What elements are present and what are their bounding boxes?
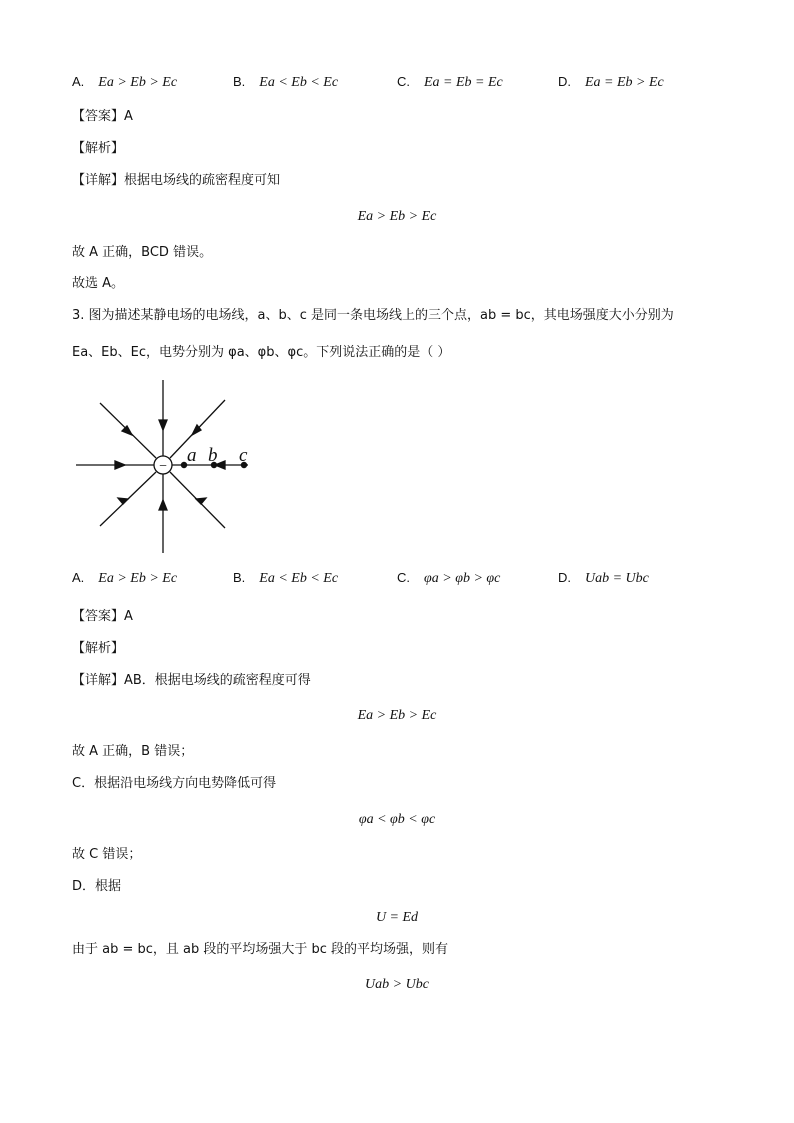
arrow-icon [115, 461, 125, 469]
q2-option-b [233, 72, 338, 93]
q3-option-b [233, 568, 338, 589]
arrow-icon [159, 500, 167, 510]
q3-stem-line2: Ea、Eb、Ec，电势分别为 φa、φb、φc。下列说法正确的是（ ） [72, 345, 451, 360]
option-label: A. [72, 74, 85, 89]
charge-sign: − [158, 459, 168, 474]
option-text: Ea < Eb < Ec [259, 571, 339, 586]
point-a-label: a [187, 445, 197, 466]
q3-d-explanation: 由于 ab = bc，且 ab 段的平均场强大于 bc 段的平均场强，则有 [72, 942, 449, 957]
option-text: Ea = Eb = Ec [424, 75, 503, 90]
q2-option-a [72, 72, 177, 93]
option-text: Ea = Eb > Ec [585, 75, 664, 90]
option-text: φa > φb > φc [424, 571, 501, 586]
arrow-icon [122, 426, 132, 435]
q3-formula-3: U = Ed [375, 910, 419, 925]
q3-option-d-reason: D．根据 [72, 879, 122, 894]
q2-answer: 【答案】A [72, 109, 133, 124]
arrow-icon [196, 498, 206, 504]
q3-formula-1: Ea > Eb > Ec [357, 708, 437, 723]
option-text: Ea > Eb > Ec [98, 571, 178, 586]
option-text: Ea < Eb < Ec [259, 75, 339, 90]
q2-conclusion: 故 A 正确，BCD 错误。 [72, 245, 213, 260]
q3-formula-2: φa < φb < φc [358, 812, 436, 827]
q2-choice: 故选 A。 [72, 276, 125, 291]
q2-formula: Ea > Eb > Ec [357, 209, 437, 224]
q3-analysis-title: 【解析】 [72, 641, 125, 656]
q3-detail: 【详解】AB．根据电场线的疏密程度可得 [72, 673, 311, 688]
point-b-label: b [208, 445, 218, 466]
q2-option-c [397, 72, 503, 93]
electric-field-figure [70, 378, 260, 558]
arrow-icon [118, 498, 128, 504]
q3-option-d [558, 568, 649, 589]
q3-stem-line1: 3. 图为描述某静电场的电场线，a、b、c 是同一条电场线上的三个点，ab = bc，其电场强度大小分别为 [72, 308, 674, 323]
option-label: A. [72, 570, 85, 585]
q2-option-d [558, 72, 664, 93]
option-label: D. [558, 570, 571, 585]
option-label: B. [233, 570, 246, 585]
q3-option-a [72, 568, 177, 589]
q3-option-c [397, 568, 500, 589]
q3-formula-4: Uab > Ubc [365, 977, 429, 992]
q3-conclusion-2: 故 C 错误； [72, 847, 142, 862]
option-label: B. [233, 74, 246, 89]
point-c-label: c [239, 445, 248, 466]
q2-detail: 【详解】根据电场线的疏密程度可知 [72, 173, 281, 188]
arrow-icon [159, 420, 167, 430]
q3-answer: 【答案】A [72, 609, 133, 624]
option-label: C. [397, 570, 410, 585]
q2-analysis-title: 【解析】 [72, 141, 125, 156]
option-label: C. [397, 74, 410, 89]
option-text: Uab = Ubc [585, 571, 649, 586]
q3-option-c-reason: C．根据沿电场线方向电势降低可得 [72, 776, 277, 791]
option-label: D. [558, 74, 571, 89]
q3-conclusion-1: 故 A 正确，B 错误； [72, 744, 194, 759]
point-a-dot [181, 462, 186, 467]
option-text: Ea > Eb > Ec [98, 75, 178, 90]
